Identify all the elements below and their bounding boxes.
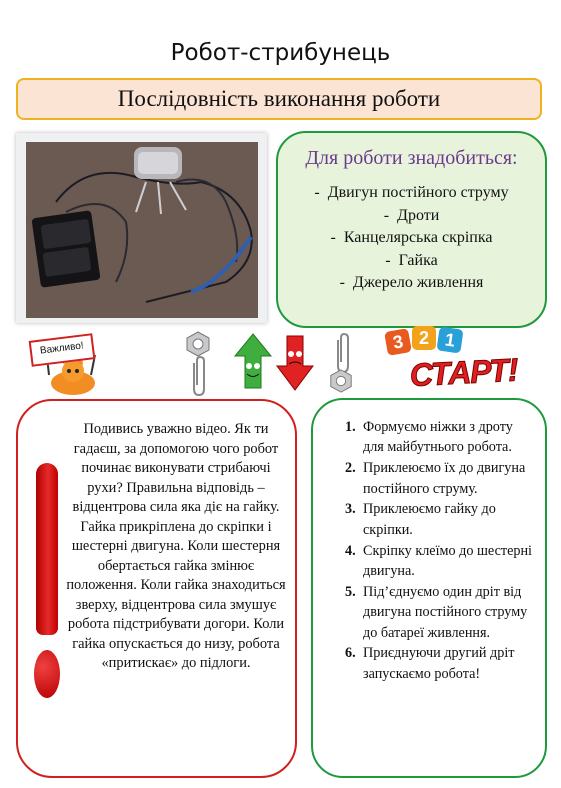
step-text: Приклеюємо їх до двигуна постійного струму. (363, 460, 526, 497)
list-item (343, 643, 533, 684)
nut-icon (328, 368, 354, 394)
step-text: Приклеюємо гайку до скріпки. (363, 501, 496, 538)
step-text: Скріпку клеїмо до шестерні двигуна. (363, 542, 533, 580)
materials-panel (276, 131, 547, 328)
subtitle-banner: Послідовність виконання роботи (16, 78, 542, 120)
robot-photo (26, 142, 258, 318)
countdown-digit: 1 (436, 326, 463, 353)
step-number: 5. (345, 583, 356, 600)
countdown-digit: 2 (412, 326, 436, 350)
materials-heading: Для роботи знадобиться: (305, 147, 518, 169)
list-item: - Дроти (278, 205, 545, 228)
step-number: 2. (345, 460, 356, 477)
list-item (343, 582, 533, 643)
steps-list (343, 417, 533, 685)
exclamation-dot-icon (34, 650, 60, 698)
list-item: - Гайка (278, 250, 545, 273)
exclamation-bar-icon (36, 463, 58, 635)
list-item: - Джерело живлення (278, 272, 545, 295)
countdown-badges (386, 326, 466, 356)
list-item (343, 417, 533, 458)
step-text: Формуємо ніжки з дроту для майбутнього робота. (363, 419, 513, 456)
nut-icon (184, 330, 212, 358)
step-number: 1. (345, 419, 356, 435)
list-item: - Двигун постійного струму (278, 182, 545, 205)
explanation-text: Подивись уважно відео. Як ти гадаєш, за допомогою чого робот починає виконувати стрибаючі рухи? Правильна відповідь – відцентрова сила яка діє на гайку. Гайка прикріплена до скріпки і шестерні двигуна. Коли шестерня обертається гайка змінює положення. Коли гайка знаходиться зверху, відцентрова сила змушує робота підстрибувати догори. Коли гайка опускається до низу, робота «притискає» до підлоги. (66, 421, 286, 671)
paperclip-icon (188, 355, 208, 397)
list-item (343, 541, 533, 582)
page-title: Робот-стрибунець (170, 40, 391, 66)
step-number: 4. (345, 542, 356, 559)
step-text: Приєднуючи другий дріт запускаємо робота! (363, 645, 515, 682)
robot-photo-illustration (26, 142, 258, 318)
list-item (343, 458, 533, 499)
materials-list (278, 182, 545, 295)
start-word: СТАРТ! (409, 351, 519, 394)
list-item (343, 499, 533, 540)
list-item: - Канцелярська скріпка (278, 227, 545, 250)
step-text: Під’єднуємо один дріт від двигуна постійного струму до батареї живлення. (363, 583, 528, 641)
step-number: 6. (345, 645, 356, 662)
countdown-digit: 3 (384, 328, 412, 356)
up-arrow-icon (233, 332, 273, 394)
down-arrow-icon (275, 332, 315, 394)
step-number: 3. (345, 501, 356, 518)
important-sign: Важливо! (29, 333, 96, 367)
